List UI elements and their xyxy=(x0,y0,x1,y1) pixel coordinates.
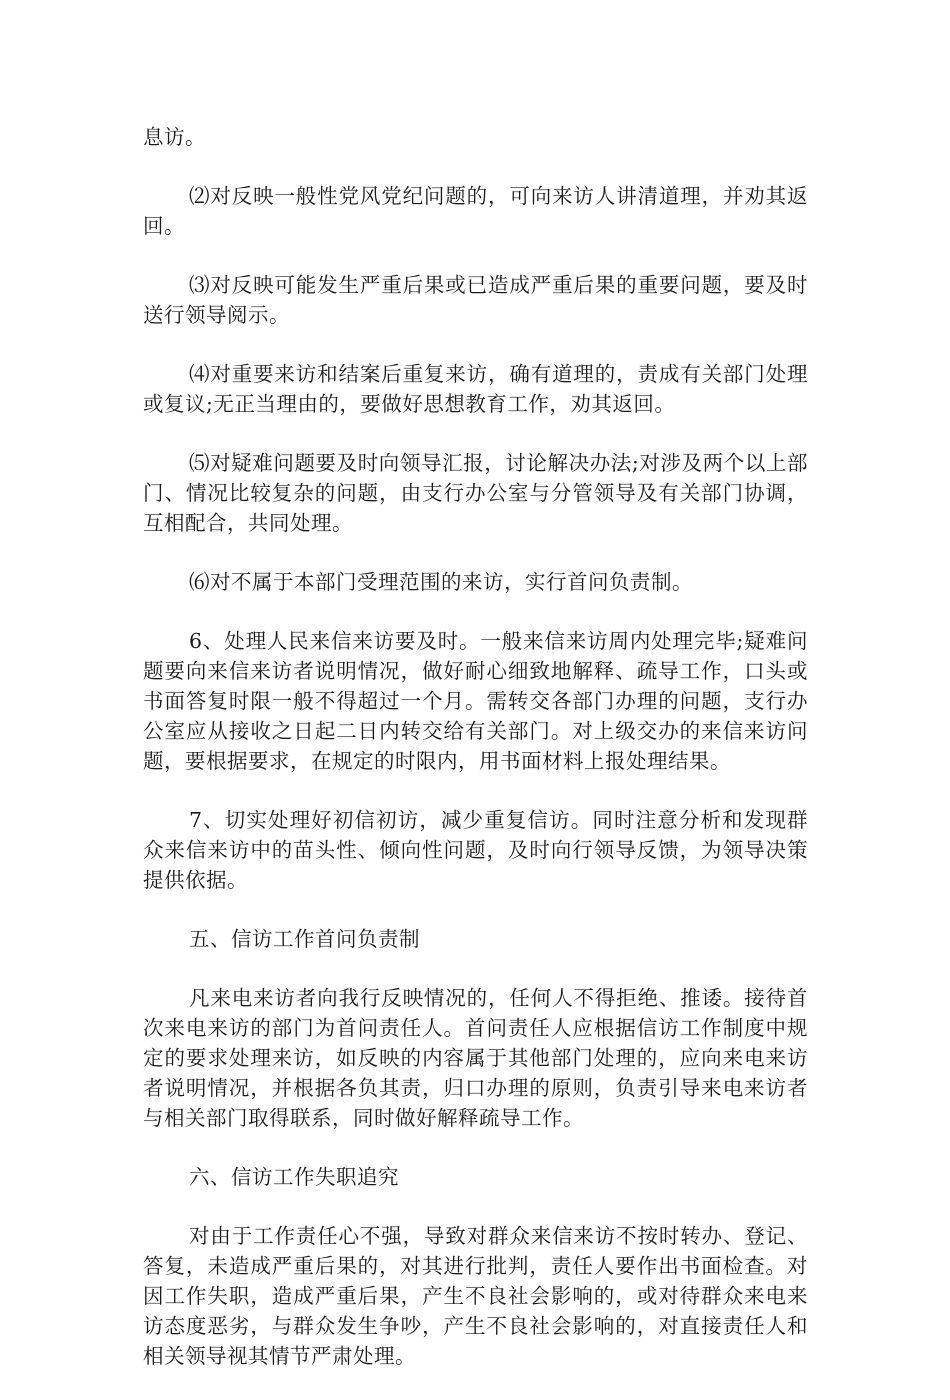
paragraph-section-7: 7、切实处理好初信初访，减少重复信访。同时注意分析和发现群众来信来访中的苗头性、倾向性问题，及时向行领导反馈，为领导决策提供依据。 xyxy=(143,808,808,892)
paragraph-accountability: 对由于工作责任心不强，导致对群众来信来访不按时转办、登记、答复，未造成严重后果的，对其进行批判，责任人要作出书面检查。对因工作失职，造成严重后果，产生不良社会影响的，或对待群众来电来访态度恶劣，与群众发生争吵，产生不良社会影响的，对直接责任人和相关领导视其情节严肃处理。 xyxy=(143,1224,808,1368)
paragraph-continuation: 息访。 xyxy=(143,125,206,149)
paragraph-section-6: 6、处理人民来信来访要及时。一般来信来访周内处理完毕;疑难问题要向来信来访者说明情况，做好耐心细致地解释、疏导工作，口头或书面答复时限一般不得超过一个月。需转交各部门办理的问题，支行办公室应从接收之日起二日内转交给有关部门。对上级交办的来信来访问题，要根据要求，在规定的时限内，用书面材料上报处理结果。 xyxy=(143,629,808,773)
paragraph-first-responsibility: 凡来电来访者向我行反映情况的，任何人不得拒绝、推诿。接待首次来电来访的部门为首问责任人。首问责任人应根据信访工作制度中规定的要求处理来访，如反映的内容属于其他部门处理的，应向来电来访者说明情况，并根据各负其责，归口办理的原则，负责引导来电来访者与相关部门取得联系，同时做好解释疏导工作。 xyxy=(143,986,808,1130)
paragraph-item-5: ⑸对疑难问题要及时向领导汇报，讨论解决办法;对涉及两个以上部门、情况比较复杂的问题，由支行办公室与分管领导及有关部门协调，互相配合，共同处理。 xyxy=(143,451,808,535)
document-body xyxy=(143,122,808,1400)
paragraph-item-6: ⑹对不属于本部门受理范围的来访，实行首问负责制。 xyxy=(189,570,693,594)
section-heading-6: 六、信访工作失职追究 xyxy=(189,1165,399,1189)
paragraph-item-4: ⑷对重要来访和结案后重复来访，确有道理的，责成有关部门处理或复议;无正当理由的，要做好思想教育工作，劝其返回。 xyxy=(143,362,808,416)
paragraph-item-2: ⑵对反映一般性党风党纪问题的，可向来访人讲清道理，并劝其返回。 xyxy=(143,184,808,238)
paragraph-item-3: ⑶对反映可能发生严重后果或已造成严重后果的重要问题，要及时送行领导阅示。 xyxy=(143,273,808,327)
section-heading-5: 五、信访工作首问负责制 xyxy=(189,927,420,951)
